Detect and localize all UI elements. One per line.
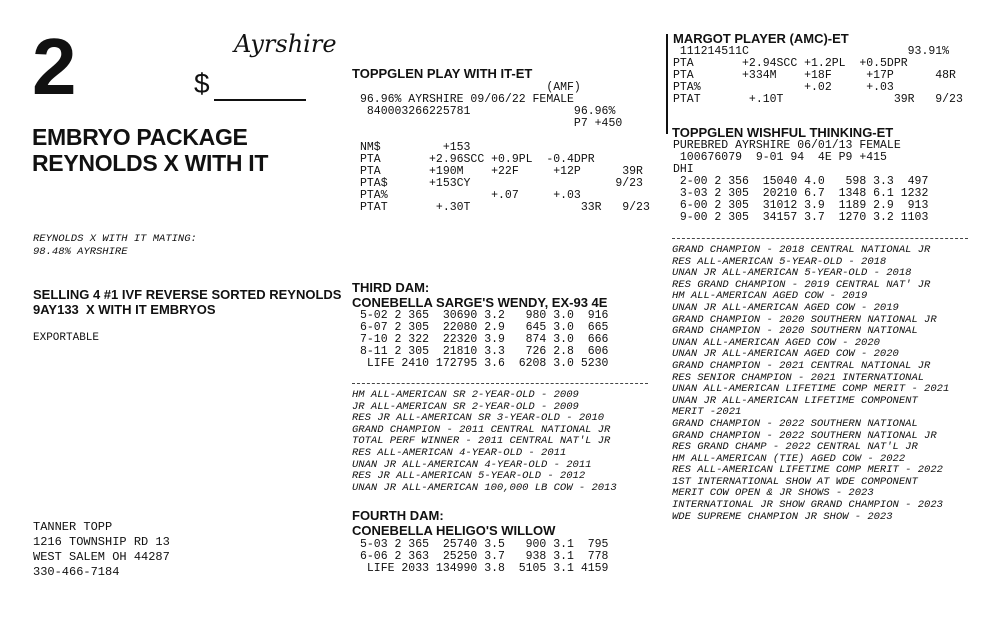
lot-number: 2 [32, 22, 75, 111]
maternal-grandsire-name: MARGOT PLAYER (AMC)-ET [673, 31, 849, 46]
fourth-dam-records: 5-03 2 365 25740 3.5 900 3.1 795 6-06 2 363 25250 3.7 938 3.1 778 LIFE 2033 134990 3.8 5105 3.1 4159 [360, 538, 609, 575]
fourth-dam-label: FOURTH DAM: [352, 508, 444, 523]
selling-note: SELLING 4 #1 IVF REVERSE SORTED REYNOLDS 9AY133 X WITH IT EMBRYOS [33, 287, 342, 317]
third-dam-records: 5-02 2 365 30690 3.2 980 3.0 916 6-07 2 305 22080 2.9 645 3.0 665 7-10 2 322 22320 3.9 874 3.0 666 8-11 2 305 21810 3.3 726 2.8 606 LIFE 2410 172795 3.6 6208 3.0 5230 [360, 309, 609, 370]
divider [672, 238, 968, 239]
consignor-address: TANNER TOPP 1216 TOWNSHIP RD 13 WEST SALEM OH 44287 330-466-7184 [33, 520, 170, 579]
price-blank-line [214, 99, 306, 101]
third-dam-name: CONEBELLA SARGE'S WENDY, EX-93 4E [352, 295, 608, 310]
third-dam-awards: HM ALL-AMERICAN SR 2-YEAR-OLD - 2009 JR ALL-AMERICAN SR 2-YEAR-OLD - 2009 RES JR ALL-AMERICAN SR 3-YEAR-OLD - 2010 GRAND CHAMPION - 2011 CENTRAL NATIONAL JR TOTAL PERF WINNER - 2011 CENTRAL NAT'L JR RES ALL-AMERICAN 4-YEAR-OLD - 2011 UNAN JR ALL-AMERICAN 4-YEAR-OLD - 2011 RES JR ALL-AMERICAN 5-YEAR-OLD - 2012 UNAN JR ALL-AMERICAN 100,000 LB COW - 2013 [352, 389, 617, 494]
third-dam-label: THIRD DAM: [352, 280, 430, 295]
exportable-note: EXPORTABLE [33, 332, 100, 344]
dam-name: TOPPGLEN WISHFUL THINKING-ET [672, 125, 894, 140]
divider [352, 383, 648, 384]
sire-genomics: (AMF) 96.96% AYRSHIRE 09/06/22 FEMALE 840003266225781 96.96% P7 +450 NM$ +153 PTA +2.96SCC +0.9PL -0.4DPR PTA +190M +22F +12P 39R PTA$ +153CY 9/23 PTA% +.07 +.03 PTAT +.30T 33R 9/23 [360, 81, 650, 214]
vertical-rule [666, 34, 668, 134]
maternal-grandsire-genomics: 111214511C 93.91% PTA +2.94SCC +1.2PL +0.5DPR PTA +334M +18F +17P 48R PTA% +.02 +.03 PTAT +.10T 39R 9/23 [673, 45, 963, 106]
breed-script-label: Ayrshire [234, 30, 337, 58]
price-symbol: $ [194, 68, 210, 99]
dam-records: PUREBRED AYRSHIRE 06/01/13 FEMALE 100676079 9-01 94 4E P9 +415 DHI 2-00 2 356 15040 4.0 598 3.3 497 3-03 2 305 20210 6.7 1348 6.1 1232 6-00 2 305 31012 3.9 1189 2.9 913 9-00 2 305 34157 3.7 1270 3.2 1103 [673, 139, 929, 224]
dam-awards: GRAND CHAMPION - 2018 CENTRAL NATIONAL JR RES ALL-AMERICAN 5-YEAR-OLD - 2018 UNAN JR ALL-AMERICAN 5-YEAR-OLD - 2018 RES GRAND CHAMPION - 2019 CENTRAL NAT' JR HM ALL-AMERICAN AGED COW - 2019 UNAN JR ALL-AMERICAN AGED COW - 2019 GRAND CHAMPION - 2020 SOUTHERN NATIONAL JR GRAND CHAMPION - 2020 SOUTHERN NATIONAL UNAN ALL-AMERICAN AGED COW - 2020 UNAN JR ALL-AMERICAN AGED COW - 2020 GRAND CHAMPION - 2021 CENTRAL NATIONAL JR RES SENIOR CHAMPION - 2021 INTERNATIONAL UNAN ALL-AMERICAN LIFETIME COMP MERIT - 2021 UNAN JR ALL-AMERICAN LIFETIME COMPONENT MERIT -2021 GRAND CHAMPION - 2022 SOUTHERN NATIONAL GRAND CHAMPION - 2022 SOUTHERN NATIONAL JR RES GRAND CHAMP - 2022 CENTRAL NAT'L JR HM ALL-AMERICAN (TIE) AGED COW - 2022 RES ALL-AMERICAN LIFETIME COMP MERIT - 2022 1ST INTERNATIONAL SHOW AT WDE COMPONENT MERIT COW OPEN & JR SHOWS - 2023 INTERNATIONAL JR SHOW GRAND CHAMPION - 2023 WDE SUPREME CHAMPION JR SHOW - 2023 [672, 244, 950, 523]
package-title: EMBRYO PACKAGE REYNOLDS X WITH IT [32, 124, 269, 176]
fourth-dam-name: CONEBELLA HELIGO'S WILLOW [352, 523, 556, 538]
mating-note: REYNOLDS X WITH IT MATING: 98.48% AYRSHIRE [33, 233, 197, 258]
sire-name: TOPPGLEN PLAY WITH IT-ET [352, 66, 533, 81]
